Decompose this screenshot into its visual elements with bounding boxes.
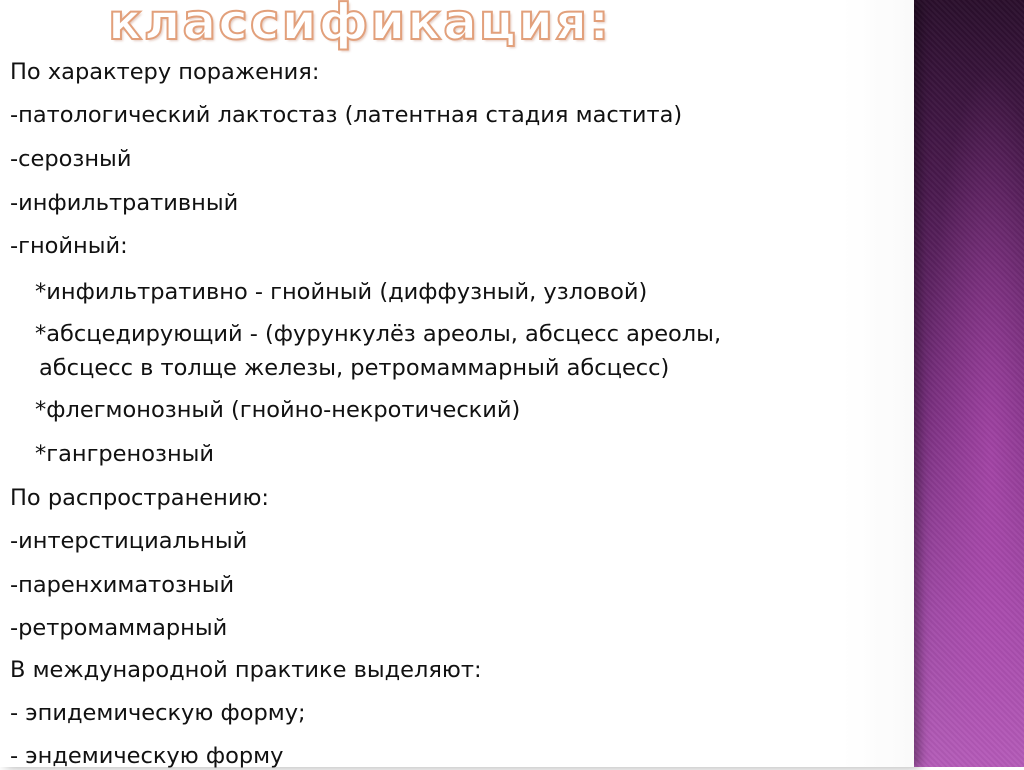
list-subitem: *абсцедирующий - (фурункулёз ареолы, абсцесс ареолы,: [35, 321, 722, 347]
list-item-heading-international: В международной практике выделяют:: [10, 657, 482, 683]
list-item: -серозный: [10, 146, 132, 172]
list-item-heading-spread: По распространению:: [10, 485, 269, 511]
list-item: - эндемическую форму: [10, 743, 284, 769]
list-item-heading-lesion: По характеру поражения:: [10, 59, 320, 85]
list-subitem: *гангренозный: [35, 441, 215, 467]
list-item: -ретромаммарный: [10, 615, 228, 641]
list-subitem: *инфильтративно - гнойный (диффузный, узловой): [35, 279, 648, 305]
list-subitem-continuation: абсцесс в толще железы, ретромаммарный абсцесс): [39, 355, 670, 381]
list-item: -инфильтративный: [10, 190, 239, 216]
decorative-side-panel: [914, 0, 1024, 767]
list-item: -интерстициальный: [10, 528, 248, 554]
slide-title: классификация:: [108, 0, 612, 51]
list-item: - эпидемическую форму;: [10, 700, 306, 726]
list-item: -патологический лактостаз (латентная стадия мастита): [10, 102, 683, 128]
list-item: -гнойный:: [10, 233, 128, 259]
list-subitem: *флегмонозный (гнойно-некротический): [35, 397, 521, 423]
list-item: -паренхиматозный: [10, 572, 235, 598]
